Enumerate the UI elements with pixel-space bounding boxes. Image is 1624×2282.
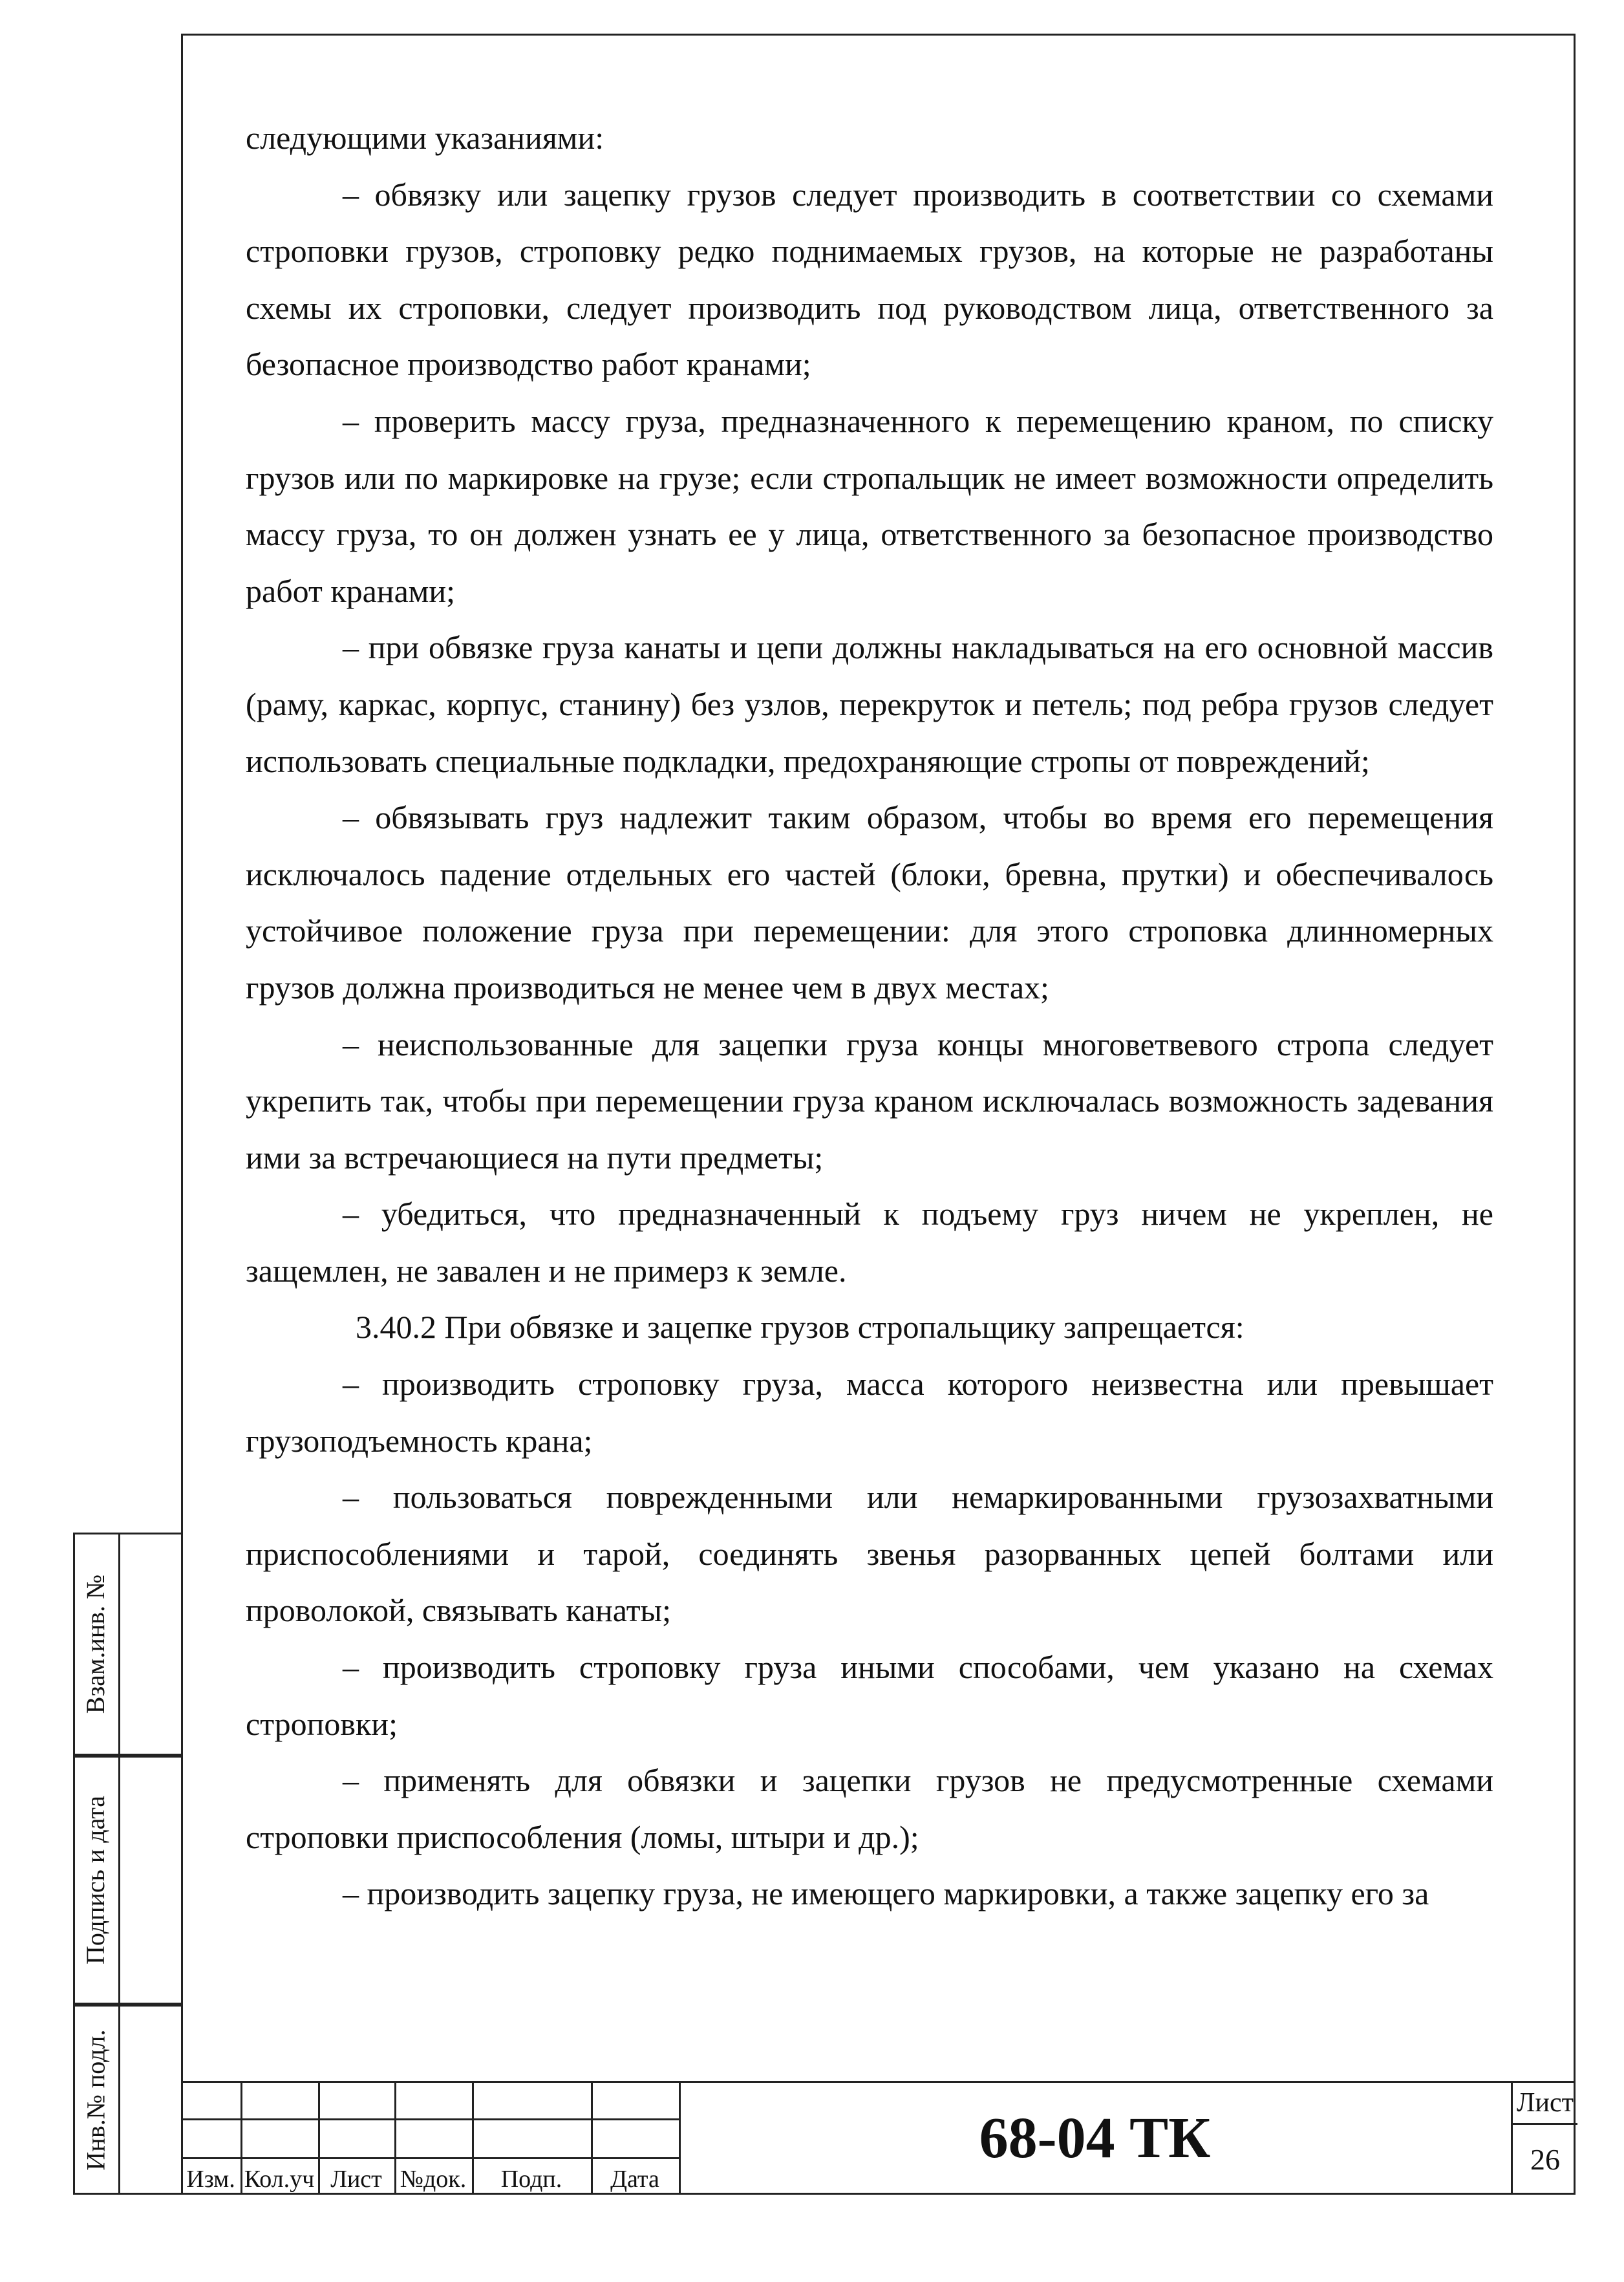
paragraph: – при обвязке груза канаты и цепи должны накладываться на его основной массив (раму, каркас, корпус, станину) без узлов, перекруток и петель; под ребра грузов следует использовать специальные подкладки, предохраняющие стропы от повреждений; (246, 629, 1493, 779)
paragraph: – производить строповку груза, масса которого неизвестна или превышает грузоподъемность крана; (246, 1366, 1493, 1459)
header-izm: Изм. (186, 2166, 235, 2193)
document-code: 68-04 ТК (979, 2105, 1211, 2170)
paragraph: – производить строповку груза иными способами, чем указано на схемах строповки; (246, 1649, 1493, 1742)
header-nodok: №док. (400, 2166, 467, 2193)
side-cell-vzam-value (118, 1533, 181, 1756)
grid-line (181, 2118, 679, 2120)
header-data: Дата (610, 2166, 659, 2193)
side-cell-podpis-value (118, 1756, 181, 2005)
paragraph: – проверить массу груза, предназначенного к перемещению краном, по списку грузов или по маркировке на грузе; если стропальщик не имеет возможности определить массу груза, то он должен узнать ее у лица, ответственного за безопасное производство работ кранами; (246, 402, 1493, 609)
revision-grid (181, 2081, 679, 2195)
paragraph: – применять для обвязки и зацепки грузов не предусмотренные схемами строповки приспособления (ломы, штыри и др.); (246, 1762, 1493, 1855)
title-block (181, 2081, 1576, 2195)
side-label-podpis: Подпись и дата (81, 1795, 111, 1965)
paragraph: – обвязывать груз надлежит таким образом, чтобы во время его перемещения исключалось падение отдельных его частей (блоки, бревна, прутки) и обеспечивалось устойчивое положение груза при перемещении: для этого строповка длинномерных грузов должна производиться не менее чем в двух местах; (246, 799, 1493, 1006)
section-heading: 3.40.2 При обвязке и зацепке грузов стропальщику запрещается: (356, 1309, 1245, 1346)
paragraph: – производить зацепку груза, не имеющего маркировки, а также зацепку его за (343, 1875, 1429, 1912)
paragraph: – пользоваться поврежденными или немаркированными грузозахватными приспособлениями и тарой, соединять звенья разорванных цепей болтами или проволокой, связывать канаты; (246, 1479, 1493, 1629)
paragraph: следующими указаниями: (246, 120, 604, 156)
header-podp: Подп. (500, 2166, 562, 2193)
side-stamp-strip (73, 1533, 181, 2195)
sheet-divider (1513, 2123, 1577, 2125)
side-cell-inv-value (118, 2005, 181, 2195)
sheet-label: Лист (1517, 2088, 1574, 2118)
paragraph: – обвязку или зацепку грузов следует производить в соответствии со схемами строповки грузов, строповку редко поднимаемых грузов, на которые не разработаны схемы их строповки, следует производить под руководством лица, ответственного за безопасное производство работ кранами; (246, 176, 1493, 383)
document-body (246, 110, 1493, 1922)
side-label-vzam: Взам.инв. № (81, 1574, 111, 1714)
grid-line (181, 2157, 679, 2159)
paragraph: – неиспользованные для зацепки груза концы многоветвевого стропа следует укрепить так, чтобы при перемещении груза краном исключалась возможность задевания ими за встречающиеся на пути предметы; (246, 1026, 1493, 1176)
side-label-inv: Инв.№ подл. (81, 2029, 111, 2170)
paragraph: – убедиться, что предназначенный к подъему груз ничем не укреплен, не защемлен, не завален и не примерз к земле. (246, 1196, 1493, 1289)
sheet-number: 26 (1530, 2143, 1560, 2176)
sheet-box (1511, 2081, 1576, 2195)
header-list: Лист (330, 2166, 382, 2193)
header-kol-uch: Кол.уч (244, 2166, 315, 2193)
